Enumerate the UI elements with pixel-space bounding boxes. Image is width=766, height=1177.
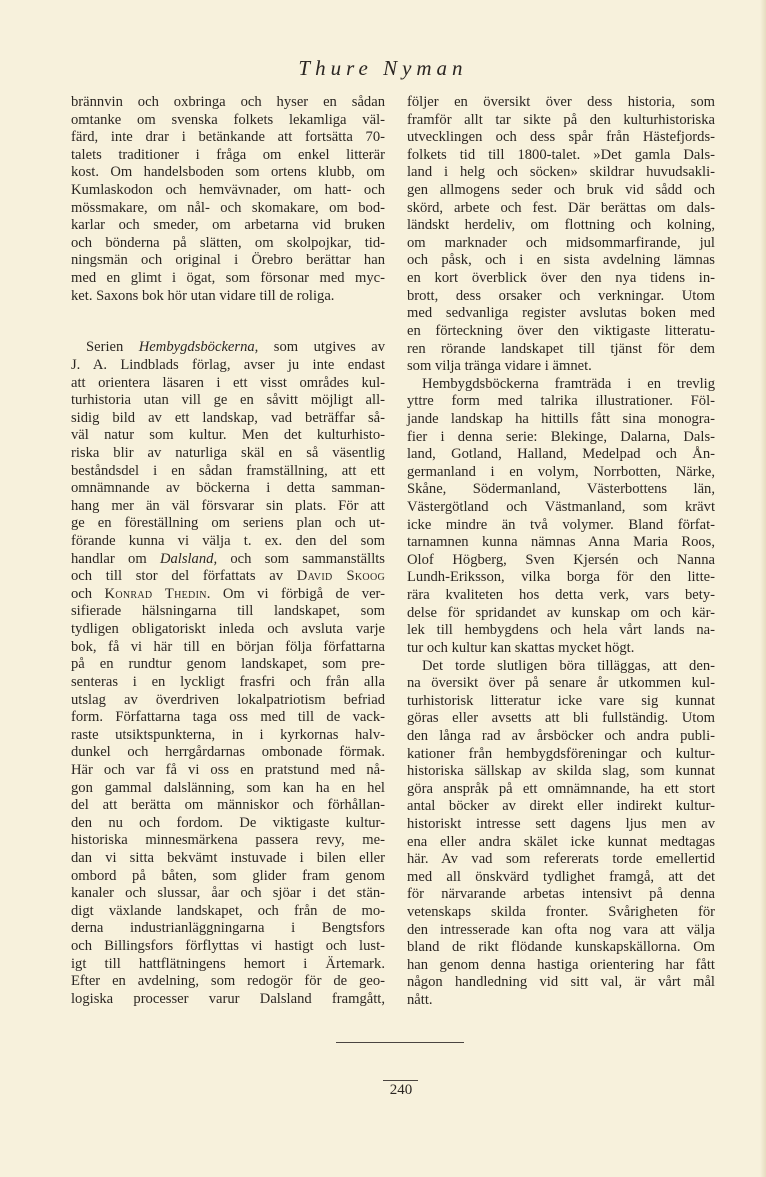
text-line: na översikt över på senare år utkommen kul- bbox=[407, 675, 715, 692]
text-line: gen allmogens seder och bruk vid sådd och bbox=[407, 182, 715, 199]
text-line: utvecklingen och dess spår från Hästefjords- bbox=[407, 129, 715, 146]
page-edge-shadow bbox=[760, 0, 766, 1177]
text-line: utslag av överdriven lokalpatriotism befriad bbox=[71, 691, 385, 708]
text-line: nått. bbox=[407, 992, 433, 1009]
text-line: att orientera läsaren i ett visst områdes kul- bbox=[71, 374, 385, 391]
text-line: tur och kultur kan skattas mycket högt. bbox=[407, 639, 635, 656]
text-line: dan vi sitta bekvämt instuvade i bilen eller bbox=[71, 849, 385, 866]
text-line: tydligen obligatoriskt inleda och avsluta varje bbox=[71, 621, 385, 638]
paragraph bbox=[71, 339, 385, 1008]
text-line: brott, dess orsaker och verkningar. Utom bbox=[407, 287, 715, 304]
text-line: brännvin och oxbringa och hyser en sådan bbox=[71, 94, 385, 110]
text-line: omnämnande av böckerna i detta samman- bbox=[71, 480, 385, 497]
text-line: folkets tid till 1800-talet. »Det gamla Dals- bbox=[407, 146, 715, 163]
text-line: Här och var få vi oss en pratstund med nå- bbox=[71, 761, 385, 778]
text-line: Hembygdsböckerna framträda i en trevlig bbox=[422, 375, 715, 392]
text-line: en förteckning över den viktigaste litteratu- bbox=[407, 322, 715, 339]
text-line: färd, inte drar i betänkande att fortsätta 70- bbox=[71, 129, 385, 146]
text-line: antal böcker av direkt eller indirekt kultur- bbox=[407, 798, 715, 815]
text-line: form. Författarna taga oss med till de vack- bbox=[71, 709, 385, 726]
text-line: historiskt intresse sett dagens ljus men av bbox=[407, 815, 715, 832]
text-segment: och som sammanställts bbox=[217, 550, 385, 567]
text-line: mössmakare, om nål- och skomakare, om bod- bbox=[71, 199, 385, 216]
text-line: någon handledning vid sitt val, är vårt mål bbox=[407, 974, 715, 991]
text-line: omtanke om svenska folkets lekamliga väl- bbox=[71, 111, 385, 128]
text-line: raste utsiktspunkterna, in i kyrkornas halv- bbox=[71, 726, 385, 743]
text-line: framför allt tar sikte på den kulturhistoriska bbox=[407, 111, 715, 128]
author-name: David Skoog bbox=[296, 568, 385, 585]
text-line: ombord på båten, som glider fram genom bbox=[71, 867, 385, 884]
paragraph bbox=[407, 94, 715, 376]
text-line: digt växlande landskapet, och från de mo- bbox=[71, 902, 385, 919]
text-segment: . Om vi förbigå de ver- bbox=[206, 585, 385, 602]
text-line: derna industrianläggningarna i Bengtsfors bbox=[71, 920, 385, 937]
text-line: den nu och fordom. De viktigaste kultur- bbox=[71, 814, 385, 831]
text-line: Skåne, Södermanland, Västerbottens län, bbox=[407, 481, 715, 498]
running-head-author: Thure Nyman bbox=[298, 56, 468, 80]
left-column bbox=[71, 94, 385, 1008]
text-segment: Serien bbox=[86, 339, 139, 356]
text-line: rära kvaliteten hos detta verk, vars bety- bbox=[407, 587, 715, 604]
text-line: på en rundtur genom landskapet, som pre- bbox=[71, 656, 385, 673]
text-line: igt till hattflätningens hemort i Ärtemark. bbox=[71, 955, 385, 972]
paragraph bbox=[407, 376, 715, 658]
text-line: ge en föreställning om seriens plan och ut- bbox=[71, 515, 385, 532]
text-line: del att berätta om människor och förhållan- bbox=[71, 797, 385, 814]
text-line: för närvarande arbetas intensivt på denna bbox=[407, 886, 715, 903]
text-line: historiska minnesmärkena passera revy, me- bbox=[71, 832, 385, 849]
text-line: Efter en avdelning, som redogör för de geo- bbox=[71, 973, 385, 990]
text-line: här. Av vad som refererats torde emellertid bbox=[407, 851, 715, 868]
text-line: han genom denna hastiga orientering har fått bbox=[407, 956, 715, 973]
text-line: turhistoria utan vill ge en såvitt möjligt all- bbox=[71, 392, 385, 409]
text-line: land i helg och söcken» skildrar huvudsakli- bbox=[407, 164, 715, 181]
text-line: hang mer än väl försvarar sin plats. För att bbox=[71, 497, 385, 514]
page-number-rule bbox=[383, 1080, 418, 1081]
text-line: den långa rad av årsböcker och andra publi- bbox=[407, 727, 715, 744]
end-rule bbox=[336, 1042, 464, 1043]
right-column bbox=[407, 94, 715, 1010]
text-line: med en glimt i ögat, som försonar med myc- bbox=[71, 270, 385, 287]
text-segment: som utgives av bbox=[258, 339, 385, 356]
text-line: fier i denna serie: Blekinge, Dalarna, Dals- bbox=[407, 428, 715, 445]
text-line bbox=[71, 568, 385, 586]
text-line: göra anspråk på ett omnämnande, ha ett stort bbox=[407, 780, 715, 797]
text-line: med all önskvärd tydlighet framgå, att det bbox=[407, 868, 715, 885]
text-line: jande landskap ha hittills fått sina monogra- bbox=[407, 410, 715, 427]
text-line: riska blir av naturliga skäl en så väsentlig bbox=[71, 444, 385, 461]
text-line: och påsk, och i en sista avdelning lämnas bbox=[407, 252, 715, 269]
text-line: senteras i en lyckligt frasfri och från alla bbox=[71, 673, 385, 690]
text-segment: och bbox=[71, 585, 105, 602]
text-line: sifierade hälsningarna till landskapet, som bbox=[71, 603, 385, 620]
text-segment: handlar om bbox=[71, 550, 160, 567]
text-line: historiska sällskap av skilda slag, som kunnat bbox=[407, 763, 715, 780]
text-line: med sedvanliga register avslutas boken med bbox=[407, 305, 715, 322]
title-emphasis: Hembygdsböckerna, bbox=[138, 339, 259, 356]
text-line: delse för spridandet av kunskap om och kär- bbox=[407, 604, 715, 621]
text-line: och Billingsfors förflyttas vi hastigt och lust- bbox=[71, 938, 385, 955]
text-line: väl natur som kultur. Men det kulturhisto- bbox=[71, 427, 385, 444]
page-number: 240 bbox=[389, 1082, 413, 1098]
text-line: ena eller andra skälet icke kunnat medtagas bbox=[407, 833, 715, 850]
text-line: en kort överblick över den nya tidens in- bbox=[407, 270, 715, 287]
text-line bbox=[71, 551, 385, 569]
text-line: icke mindre än två volymer. Bland förfat- bbox=[407, 516, 715, 533]
text-line: gon gammal dalslänning, som kan ha en hel bbox=[71, 779, 385, 796]
text-line: vetenskaps skilda fronter. Svårigheten för bbox=[407, 904, 715, 921]
text-line: J. A. Lindblads förlag, avser ju inte endast bbox=[71, 356, 385, 373]
text-line: skörd, arbete och fest. Där berättas om dals- bbox=[407, 199, 715, 216]
text-line: Lundh-Eriksson, vilka borga för den litte- bbox=[407, 569, 715, 586]
text-line: den intresserade kan ofta nog vara att välja bbox=[407, 921, 715, 938]
text-line: lek till hembygdens och hela vårt lands na- bbox=[407, 622, 715, 639]
text-line: ningsmän och original i Örebro berättar han bbox=[71, 252, 385, 269]
text-line bbox=[71, 586, 385, 604]
text-line: ket. Saxons bok hör utan vidare till de roliga. bbox=[71, 287, 335, 304]
text-line: kost. Om handelsboden som ortens klubb, om bbox=[71, 164, 385, 181]
text-line: turhistorisk litteratur icke vare sig kunnat bbox=[407, 692, 715, 709]
text-line: yttre form med talrika illustrationer. Föl- bbox=[407, 393, 715, 410]
text-line: talets traditioner i fråga om enkel litterär bbox=[71, 146, 385, 163]
text-line: beståndsdel i en sådan framställning, att ett bbox=[71, 462, 385, 479]
text-line: karlar och smeder, om arbetarna vid bruken bbox=[71, 217, 385, 234]
text-line: kanaler och slussar, åar och sjöar i det stän- bbox=[71, 885, 385, 902]
author-name: Konrad Thedin bbox=[104, 585, 207, 602]
title-emphasis: Dalsland, bbox=[159, 550, 218, 567]
text-line: dunkel och herrgårdarnas ombonade förmak. bbox=[71, 744, 385, 761]
text-line: tarnamnen kunna nämnas Anna Maria Roos, bbox=[407, 534, 715, 551]
text-line: land, Gotland, Halland, Medelpad och Ån- bbox=[407, 446, 715, 463]
text-line: Olof Högberg, Sven Kjersén och Nanna bbox=[407, 551, 715, 568]
text-line: kationer från hembygdsföreningar och kultur- bbox=[407, 745, 715, 762]
text-line: om marknader och midsommarfirande, jul bbox=[407, 234, 715, 251]
text-line: som vilja tränga vidare i ämnet. bbox=[407, 358, 592, 375]
text-line: göras eller avsetts att bli fullständig. Utom bbox=[407, 710, 715, 727]
text-line: Det torde slutligen böra tilläggas, att den- bbox=[422, 657, 715, 674]
text-line: sidig bild av ett landskap, vad beträffar så- bbox=[71, 409, 385, 426]
text-line: förande kunna vi välja t. ex. den del som bbox=[71, 533, 385, 550]
text-line bbox=[71, 339, 385, 357]
text-line: bok, få vi här till en början följa författarna bbox=[71, 638, 385, 655]
text-line: ren rörande landskapet till tjänst för dem bbox=[407, 340, 715, 357]
text-line: och bönderna på slätten, om skolpojkar, tid- bbox=[71, 234, 385, 251]
paragraph bbox=[407, 658, 715, 1010]
paragraph bbox=[71, 94, 385, 305]
text-line: bland de rikt flödande kunskapskällorna. Om bbox=[407, 939, 715, 956]
text-line: följer en översikt över dess historia, som bbox=[407, 94, 715, 110]
text-line: Västergötland och Västmanland, som krävt bbox=[407, 499, 715, 516]
text-segment: och till stor del författats av bbox=[71, 568, 297, 585]
text-line: ländskt herdeliv, om flottning och kolning, bbox=[407, 217, 715, 234]
text-line: germanland i en volym, Norrbotten, Närke, bbox=[407, 463, 715, 480]
text-line: logiska processer varur Dalsland framgått, bbox=[71, 990, 385, 1007]
text-line: Kumlaskodon och hemvävnader, om hatt- och bbox=[71, 182, 385, 199]
